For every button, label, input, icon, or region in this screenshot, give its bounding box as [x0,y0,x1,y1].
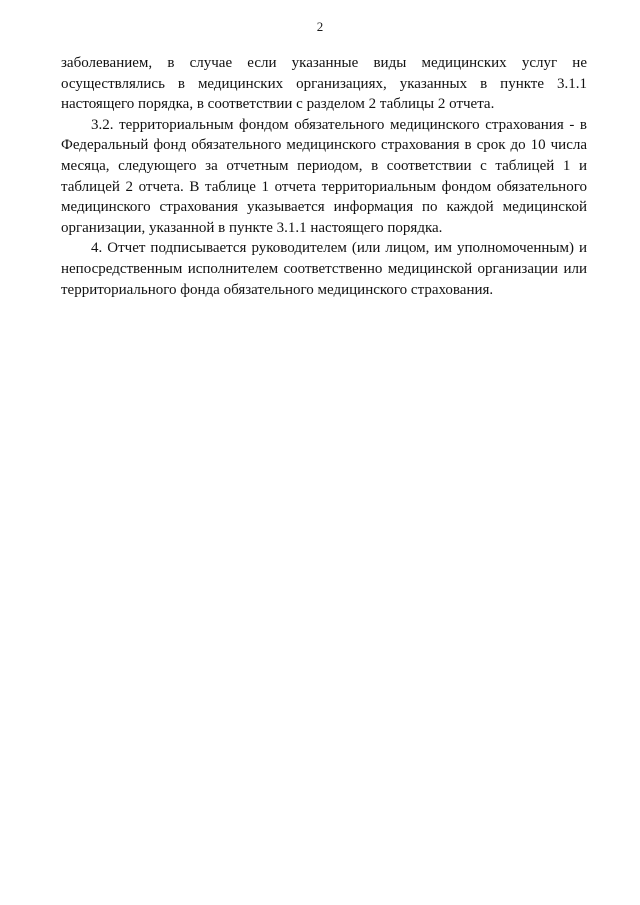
paragraph-3-2: 3.2. территориальным фондом обязательного медицинского страхования - в Федеральный фонд обязательного медицинского страхования в срок до 10 числа месяца, следующего за отчетным периодом, в соответствии с таблицей 1 и таблицей 2 отчета. В таблице 1 отчета территориальным фондом обязательного медицинского страхования указывается информация по каждой медицинской организации, указанной в пункте 3.1.1 настоящего порядка. [61,116,587,236]
document-body [61,53,587,300]
paragraph-4: 4. Отчет подписывается руководителем (или лицом, им уполномоченным) и непосредственным исполнителем соответственно медицинской организации или территориального фонда обязательного медицинского страхования. [61,240,587,298]
paragraph-continuation: заболеванием, в случае если указанные виды медицинских услуг не осуществлялись в медицинских организациях, указанных в пункте 3.1.1 настоящего порядка, в соответствии с разделом 2 таблицы 2 отчета. [61,55,587,113]
page-number: 2 [316,19,324,34]
